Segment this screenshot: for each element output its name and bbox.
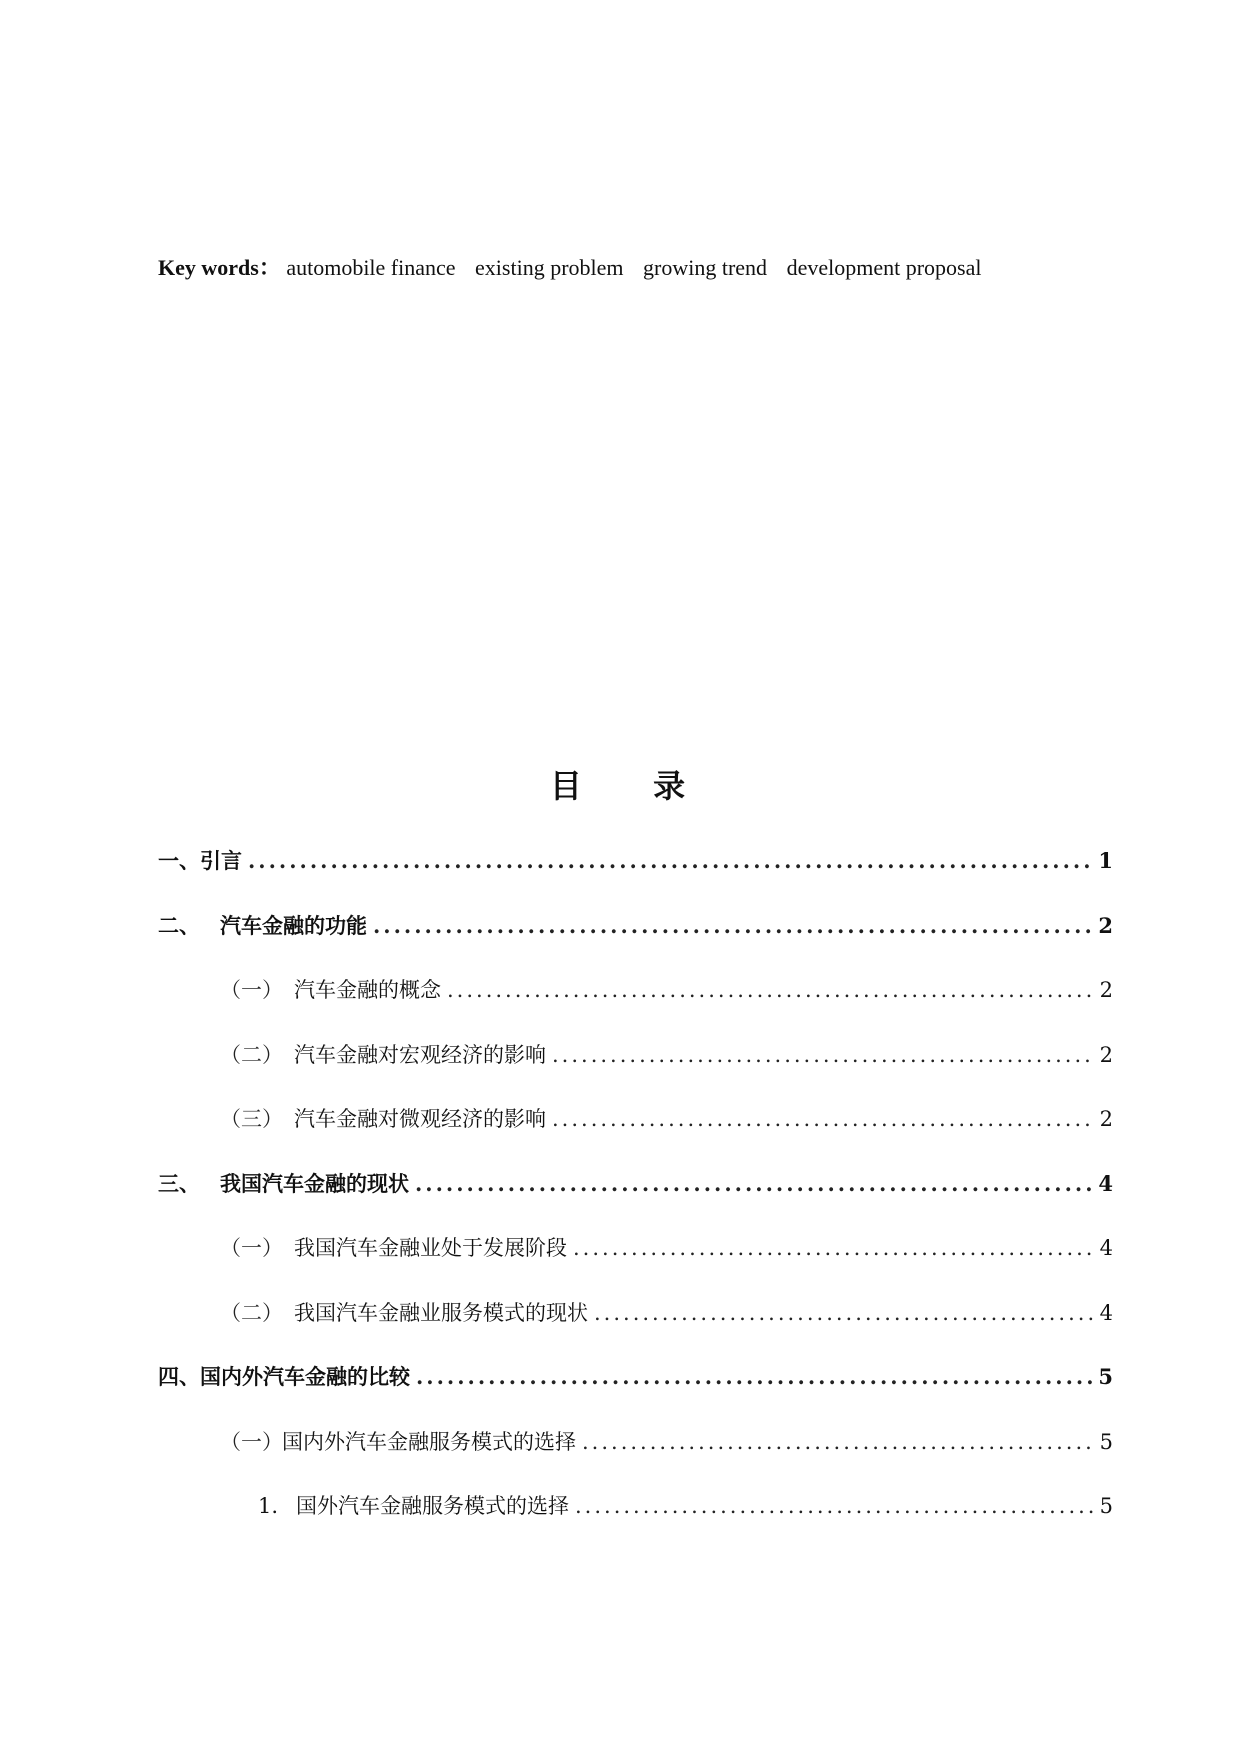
toc-entry-lead	[158, 845, 242, 877]
toc-entry-number: 一、	[158, 848, 200, 873]
toc-entry-text: 我国汽车金融业处于发展阶段	[294, 1236, 567, 1260]
toc-entry-number: （二）	[220, 1300, 283, 1325]
toc-entry-lead	[158, 1426, 576, 1458]
toc-leader-dots	[415, 1168, 1094, 1200]
toc-leader-dots	[552, 1039, 1095, 1071]
toc-entry[interactable]	[158, 1232, 1113, 1297]
toc-leader-dots	[447, 974, 1095, 1006]
toc-entry-number: 二、	[158, 912, 200, 938]
toc-entry-lead	[158, 1168, 409, 1200]
toc-entry[interactable]	[158, 1426, 1113, 1491]
toc-entry-page: 2	[1098, 912, 1113, 938]
toc-leader-dots	[582, 1426, 1095, 1458]
toc-title: 目 录	[549, 767, 716, 805]
toc-entry-page: 2	[1099, 978, 1113, 1002]
toc-entry-number: （一）	[220, 978, 283, 1002]
toc-entry-text: 汽车金融对微观经济的影响	[294, 1107, 546, 1131]
toc-entry-number: 四、	[158, 1364, 200, 1389]
toc-entry[interactable]	[158, 910, 1113, 975]
toc-leader-dots	[416, 1361, 1094, 1393]
toc-leader-dots	[573, 1232, 1095, 1264]
toc-entry[interactable]	[158, 1361, 1113, 1426]
toc-entry-number: 1.	[258, 1494, 279, 1518]
toc-entry[interactable]	[158, 1039, 1113, 1104]
toc-entry-lead	[158, 1490, 569, 1522]
toc-entry[interactable]	[158, 845, 1113, 910]
toc-entry-text: 国外汽车金融服务模式的选择	[296, 1494, 569, 1518]
toc-entry-lead	[158, 1039, 546, 1071]
keyword-term: growing trend	[643, 255, 768, 280]
toc-entry-text: 国内外汽车金融的比较	[200, 1364, 410, 1389]
toc-entry-number: （一）	[220, 1236, 283, 1260]
toc-entry-lead	[158, 1103, 546, 1135]
toc-leader-dots	[594, 1297, 1095, 1329]
toc-entry-text: 我国汽车金融业服务模式的现状	[294, 1300, 588, 1325]
toc-entry-page: 2	[1099, 1107, 1113, 1131]
toc-entry-text: 引言	[200, 848, 242, 873]
keyword-term: existing problem	[475, 255, 624, 280]
toc-entry-page: 5	[1098, 1364, 1113, 1389]
toc-entry-text: 我国汽车金融的现状	[220, 1170, 409, 1196]
toc-entry[interactable]	[158, 974, 1113, 1039]
toc-entry-page: 5	[1099, 1494, 1113, 1518]
keywords-line	[158, 252, 1088, 284]
table-of-contents	[158, 845, 1113, 1555]
toc-entry[interactable]	[158, 1168, 1113, 1233]
toc-leader-dots	[575, 1490, 1095, 1522]
toc-entry[interactable]	[158, 1297, 1113, 1362]
toc-entry-page: 1	[1098, 848, 1113, 873]
toc-entry-text: 国内外汽车金融服务模式的选择	[282, 1429, 576, 1454]
toc-entry-lead	[158, 1232, 567, 1264]
toc-entry-text: 汽车金融的概念	[294, 978, 441, 1002]
toc-entry[interactable]	[158, 1103, 1113, 1168]
toc-entry-number: （一）	[220, 1429, 283, 1454]
toc-entry-page: 4	[1099, 1236, 1113, 1260]
toc-entry-lead	[158, 1297, 588, 1329]
toc-entry-lead	[158, 1361, 410, 1393]
keyword-term: automobile finance	[286, 255, 456, 280]
toc-entry-text: 汽车金融对宏观经济的影响	[294, 1042, 546, 1067]
keywords-label: Key words：	[158, 255, 281, 280]
toc-entry[interactable]	[158, 1490, 1113, 1555]
toc-entry-number: （三）	[220, 1107, 283, 1131]
toc-leader-dots	[373, 910, 1094, 942]
toc-entry-page: 4	[1098, 1170, 1113, 1196]
toc-entry-page: 5	[1099, 1429, 1113, 1454]
toc-entry-number: 三、	[158, 1170, 200, 1196]
toc-entry-lead	[158, 910, 367, 942]
toc-entry-lead	[158, 974, 441, 1006]
toc-leader-dots	[248, 845, 1094, 877]
toc-entry-text: 汽车金融的功能	[220, 912, 367, 938]
toc-entry-page: 4	[1099, 1300, 1113, 1325]
toc-entry-number: （二）	[220, 1042, 283, 1067]
toc-entry-page: 2	[1099, 1042, 1113, 1067]
keyword-term: development proposal	[786, 255, 982, 280]
toc-leader-dots	[552, 1103, 1095, 1135]
